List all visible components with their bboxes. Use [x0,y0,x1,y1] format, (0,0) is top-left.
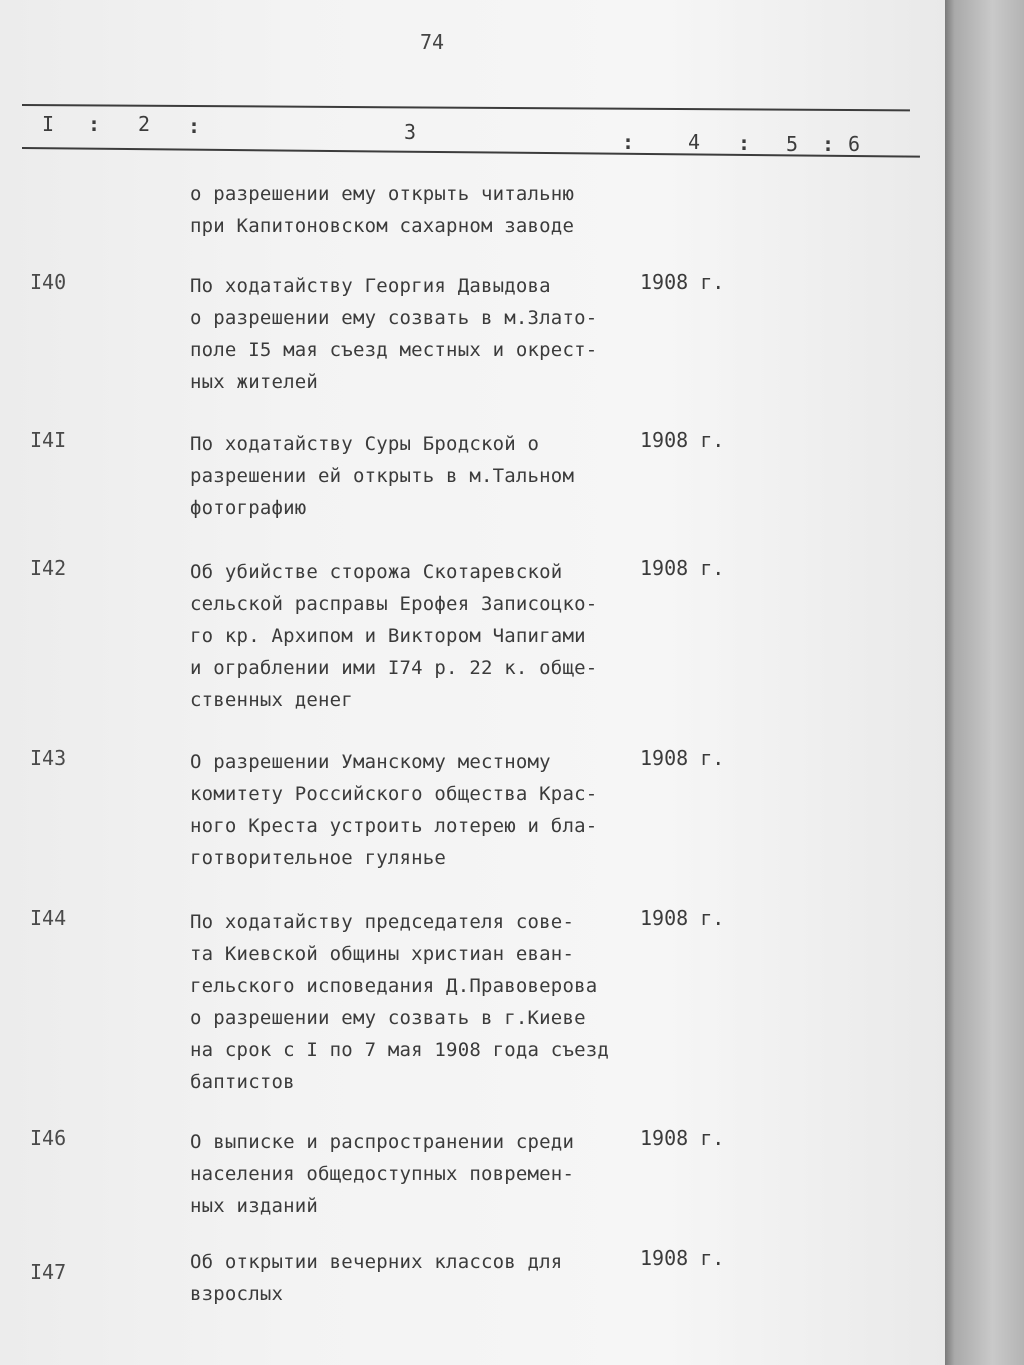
column-separator: : [622,130,635,154]
column-separator: : [88,112,101,136]
entry-year: 1908 г. [640,270,725,294]
column-header-1: I [42,112,55,136]
entry-description [190,746,597,874]
description-line: О выписке и распространении среди [190,1131,575,1153]
entry-number: I43 [30,746,67,770]
entry-number: I46 [30,1126,67,1150]
description-line: ственных денег [190,689,353,711]
description-line: и ограблении ими I74 р. 22 к. обще- [190,657,598,679]
entry-year: 1908 г. [640,428,725,452]
entry-description [190,1246,562,1310]
description-line: баптистов [190,1071,295,1093]
column-header-6: 6 [848,132,861,156]
entry-description [190,270,597,398]
description-line: готворительное гулянье [190,847,447,869]
description-line: Об открытии вечерних классов для [190,1251,563,1273]
description-line: фотографию [190,497,307,519]
entry-number: I4I [30,428,67,452]
entry-description [190,428,574,524]
column-header-2: 2 [138,112,151,136]
description-line: ных жителей [190,371,319,393]
entry-year: 1908 г. [640,746,725,770]
entry-number: I47 [30,1260,67,1284]
description-line: комитету Российского общества Крас- [190,783,598,805]
description-line: населения общедоступных повремен- [190,1163,575,1185]
description-line: ного Креста устроить лотерею и бла- [190,815,598,837]
column-separator: : [822,132,835,156]
entry-number: I44 [30,906,67,930]
page-edge-shadow [945,0,1024,1365]
entry-year: 1908 г. [640,906,725,930]
column-header-5: 5 [786,132,799,156]
column-separator: : [188,114,201,138]
description-line: О разрешении Уманскому местному [190,751,551,773]
column-separator: : [738,131,751,155]
description-line: По ходатайству Суры Бродской о [190,433,540,455]
description-line: о разрешении ему открыть читальню [190,183,575,205]
entry-number: I42 [30,556,67,580]
description-line: о разрешении ему созвать в г.Киеве [190,1007,586,1029]
entry-year: 1908 г. [640,1246,725,1270]
entry-year: 1908 г. [640,556,725,580]
description-line: ных изданий [190,1195,319,1217]
description-line: гельского исповедания Д.Правоверова [190,975,598,997]
header-top-rule [22,104,910,111]
entry-description [190,906,609,1098]
description-line: сельской расправы Ерофея Записоцко- [190,593,598,615]
entry-description [190,1126,574,1222]
entry-number: I40 [30,270,67,294]
description-line: при Капитоновском сахарном заводе [190,215,575,237]
description-line: разрешении ей открыть в м.Тальном [190,465,575,487]
description-line: го кр. Архипом и Виктором Чапигами [190,625,586,647]
entry-year: 1908 г. [640,1126,725,1150]
column-header-3: 3 [404,120,417,144]
column-header-4: 4 [688,130,701,154]
description-line: По ходатайству Георгия Давыдова [190,275,551,297]
description-line: о разрешении ему созвать в м.Злато- [190,307,598,329]
description-line: взрослых [190,1283,284,1305]
entry-description [190,178,574,242]
description-line: та Киевской общины христиан еван- [190,943,575,965]
page-number: 74 [420,30,445,54]
description-line: По ходатайству председателя сове- [190,911,575,933]
description-line: на срок с I по 7 мая 1908 года съезд [190,1039,610,1061]
description-line: поле I5 мая съезд местных и окрест- [190,339,598,361]
entry-description [190,556,597,716]
description-line: Об убийстве сторожа Скотаревской [190,561,563,583]
